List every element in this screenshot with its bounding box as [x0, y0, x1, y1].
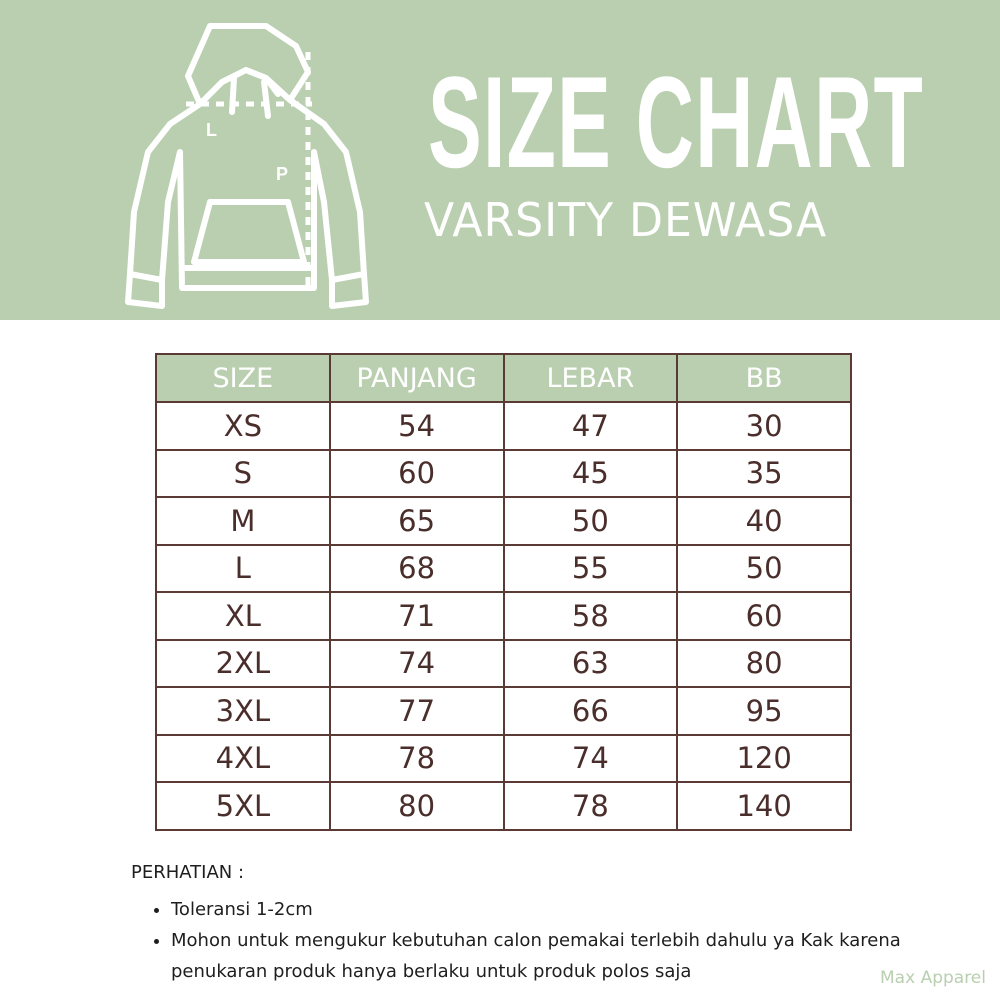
table-cell-bb: 30: [677, 402, 851, 450]
table-cell-bb: 60: [677, 592, 851, 640]
table-cell-panjang: 71: [330, 592, 504, 640]
table-cell-panjang: 77: [330, 687, 504, 735]
notes-section: [131, 862, 931, 987]
table-cell-lebar: 55: [504, 545, 678, 593]
table-row: [156, 735, 851, 783]
table-cell-panjang: 78: [330, 735, 504, 783]
table-cell-size: 4XL: [156, 735, 330, 783]
notes-heading: PERHATIAN :: [131, 862, 245, 883]
table-cell-size: 2XL: [156, 640, 330, 688]
brand-watermark: Max Apparel: [880, 968, 986, 988]
hoodie-icon: [118, 12, 388, 312]
table-header-row: [156, 354, 851, 402]
column-header-panjang: PANJANG: [330, 354, 504, 402]
table-cell-panjang: 80: [330, 782, 504, 830]
table-cell-bb: 35: [677, 450, 851, 498]
table-cell-size: XL: [156, 592, 330, 640]
table-cell-lebar: 66: [504, 687, 678, 735]
table-row: [156, 640, 851, 688]
header-banner: [0, 0, 1000, 320]
table-cell-panjang: 60: [330, 450, 504, 498]
table-cell-panjang: 74: [330, 640, 504, 688]
table-cell-lebar: 47: [504, 402, 678, 450]
table-row: [156, 402, 851, 450]
table-body: [156, 402, 851, 830]
note-item: • Toleransi 1-2cm: [171, 894, 931, 925]
table-cell-lebar: 63: [504, 640, 678, 688]
page-title: SIZE CHART: [428, 49, 924, 195]
table-cell-size: 3XL: [156, 687, 330, 735]
size-table: [155, 353, 852, 831]
table-cell-bb: 50: [677, 545, 851, 593]
note-item: • Mohon untuk mengukur kebutuhan calon pemakai terlebih dahulu ya Kak karena penukaran produk hanya berlaku untuk produk polos saja: [171, 925, 931, 987]
table-row: [156, 782, 851, 830]
table-cell-bb: 80: [677, 640, 851, 688]
table-cell-size: L: [156, 545, 330, 593]
table-cell-panjang: 65: [330, 497, 504, 545]
table-row: [156, 592, 851, 640]
notes-list: [131, 894, 931, 987]
column-header-bb: BB: [677, 354, 851, 402]
table-cell-lebar: 45: [504, 450, 678, 498]
table-cell-size: S: [156, 450, 330, 498]
table-cell-size: M: [156, 497, 330, 545]
table-cell-lebar: 58: [504, 592, 678, 640]
table-cell-bb: 140: [677, 782, 851, 830]
page-subtitle: VARSITY DEWASA: [424, 193, 828, 247]
table-cell-size: XS: [156, 402, 330, 450]
table-cell-bb: 95: [677, 687, 851, 735]
length-label: P: [276, 164, 289, 184]
table-cell-lebar: 50: [504, 497, 678, 545]
table-row: [156, 545, 851, 593]
table-cell-panjang: 54: [330, 402, 504, 450]
table-row: [156, 497, 851, 545]
table-row: [156, 450, 851, 498]
table-row: [156, 687, 851, 735]
table-cell-panjang: 68: [330, 545, 504, 593]
table-cell-size: 5XL: [156, 782, 330, 830]
table-cell-lebar: 74: [504, 735, 678, 783]
column-header-size: SIZE: [156, 354, 330, 402]
table-cell-bb: 120: [677, 735, 851, 783]
table-cell-bb: 40: [677, 497, 851, 545]
table-cell-lebar: 78: [504, 782, 678, 830]
width-label: L: [206, 120, 217, 140]
column-header-lebar: LEBAR: [504, 354, 678, 402]
